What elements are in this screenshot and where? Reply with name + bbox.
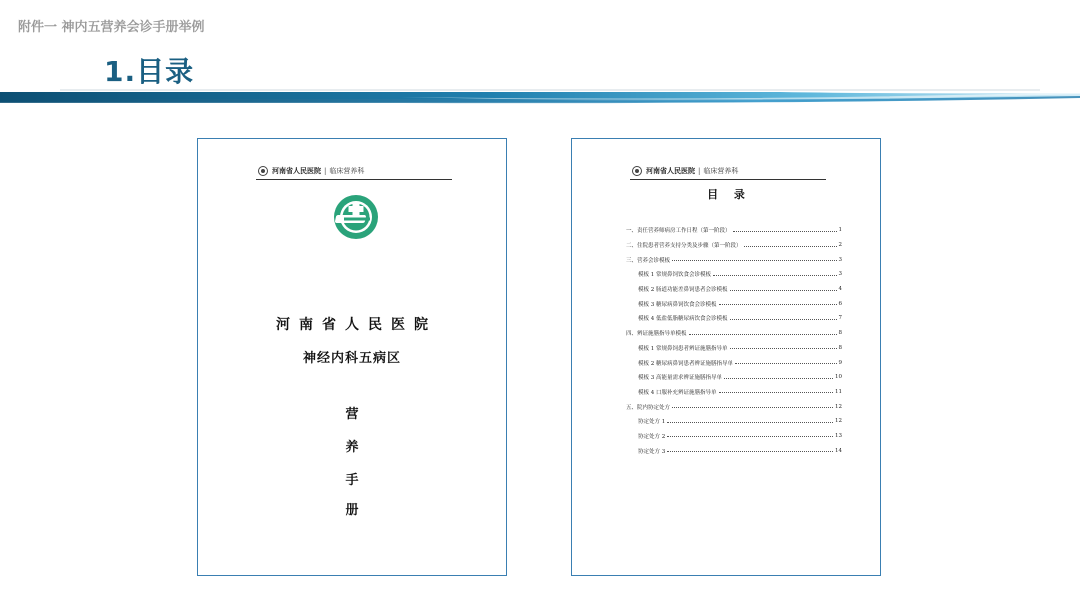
cover-page-header xyxy=(256,163,452,180)
header-note: 附件一 神内五营养会诊手册举例 xyxy=(18,20,205,35)
toc-entry-page: 13 xyxy=(835,432,842,439)
cover-hospital-name: 河南省人民医院 xyxy=(276,317,437,333)
hospital-logo-icon xyxy=(632,166,642,176)
header-hospital-name: 河南省人民医院 xyxy=(272,166,321,175)
toc-leader-dots xyxy=(719,392,834,393)
toc-leader-dots xyxy=(735,363,837,364)
cover-vertical-char: 册 xyxy=(345,503,359,518)
toc-leader-dots xyxy=(672,260,836,261)
toc-entry-text: 模板 1 常规鼻饲患者辨证施膳指导单 xyxy=(638,345,728,352)
header-dept-name: 临床营养科 xyxy=(703,167,739,175)
toc-entry xyxy=(626,311,842,326)
cover-vertical-char: 养 xyxy=(345,440,359,455)
toc-entry-text: 模板 3 高能量需求辨证施膳指导单 xyxy=(638,375,722,382)
toc-entry-text: 协定处方 3 xyxy=(638,448,666,455)
toc-leader-dots xyxy=(730,348,837,349)
toc-entry-page: 4 xyxy=(838,286,842,293)
toc-entry-text: 模板 2 糖尿病鼻饲患者辨证施膳指导单 xyxy=(638,360,733,367)
title-banner xyxy=(0,88,1080,104)
toc-entry-page: 10 xyxy=(835,374,842,381)
toc-leader-dots xyxy=(724,378,833,379)
toc-entry xyxy=(626,429,842,444)
toc-entry-text: 模板 4 低盐低脂糖尿病饮食会诊模板 xyxy=(638,316,728,323)
toc-entry-text: 五、院内协定处方 xyxy=(626,404,671,411)
toc-title: 目 录 xyxy=(707,188,751,201)
toc-entry xyxy=(626,399,842,414)
slide-title: 1.目录 xyxy=(104,55,195,88)
toc-entry xyxy=(626,385,842,400)
toc-entry xyxy=(626,238,842,253)
toc-entry-text: 模板 1 常规鼻饲饮食会诊模板 xyxy=(638,272,711,279)
toc-entry-page: 12 xyxy=(835,418,842,425)
toc-entry-page: 1 xyxy=(838,227,842,234)
toc-entry xyxy=(626,223,842,238)
toc-entry xyxy=(626,341,842,356)
toc-entry-page: 7 xyxy=(838,315,842,322)
toc-page-header xyxy=(630,163,826,180)
toc-entry xyxy=(626,443,842,458)
header-hospital-name: 河南省人民医院 xyxy=(646,166,695,175)
cover-ward-name: 神经内科五病区 xyxy=(302,351,401,366)
toc-entry xyxy=(626,326,842,341)
toc-entry-text: 协定处方 1 xyxy=(638,419,666,426)
toc-leader-dots xyxy=(713,275,837,276)
toc-entry-page: 3 xyxy=(838,256,842,263)
toc-entry-text: 模板 4 口服补充辨证施膳指导单 xyxy=(638,389,717,396)
toc-entry-page: 3 xyxy=(838,271,842,278)
toc-leader-dots xyxy=(667,422,833,423)
toc-leader-dots xyxy=(730,290,837,291)
toc-entry-page: 9 xyxy=(838,359,842,366)
toc-entry-text: 协定处方 2 xyxy=(638,433,666,440)
toc-leader-dots xyxy=(719,304,837,305)
toc-entry-text: 模板 3 糖尿病鼻饲饮食会诊模板 xyxy=(638,301,717,308)
toc-entry-text: 二、住院患者营养支持分类及步骤（第一阶段） xyxy=(626,243,742,250)
toc-entry-text: 三、营养会诊模板 xyxy=(626,257,671,264)
toc-entry-page: 2 xyxy=(838,242,842,249)
toc-leader-dots xyxy=(744,246,837,247)
toc-entry xyxy=(626,414,842,429)
toc-leader-dots xyxy=(667,436,833,437)
toc-entry-page: 12 xyxy=(835,403,842,410)
cover-page xyxy=(197,138,507,576)
hospital-cross-emblem-icon xyxy=(332,193,380,241)
toc-entry-page: 8 xyxy=(838,344,842,351)
cover-vertical-char: 营 xyxy=(345,407,359,422)
header-divider: | xyxy=(324,167,327,175)
toc-entry xyxy=(626,355,842,370)
toc-entry xyxy=(626,282,842,297)
toc-leader-dots xyxy=(672,407,833,408)
toc-entry-page: 11 xyxy=(835,388,842,395)
toc-entry xyxy=(626,296,842,311)
toc-entry-text: 四、辨证施膳指导单模板 xyxy=(626,331,687,338)
hospital-logo-icon xyxy=(258,166,268,176)
toc-entry-text: 一、责任营养师病房工作日程（第一阶段） xyxy=(626,228,731,235)
toc-entry xyxy=(626,252,842,267)
header-dept-name: 临床营养科 xyxy=(329,167,365,175)
toc-entry-page: 14 xyxy=(835,447,842,454)
toc-entry-page: 6 xyxy=(838,300,842,307)
toc-leader-dots xyxy=(730,319,837,320)
toc-entry xyxy=(626,267,842,282)
toc-entry xyxy=(626,370,842,385)
toc-list xyxy=(626,223,842,458)
toc-entry-text: 模板 2 肠道功能差鼻饲患者会诊模板 xyxy=(638,287,728,294)
toc-leader-dots xyxy=(733,231,837,232)
cover-vertical-char: 手 xyxy=(345,473,359,488)
header-divider: | xyxy=(698,167,701,175)
toc-entry-page: 8 xyxy=(838,330,842,337)
toc-leader-dots xyxy=(689,334,837,335)
toc-leader-dots xyxy=(667,451,833,452)
toc-page xyxy=(571,138,881,576)
